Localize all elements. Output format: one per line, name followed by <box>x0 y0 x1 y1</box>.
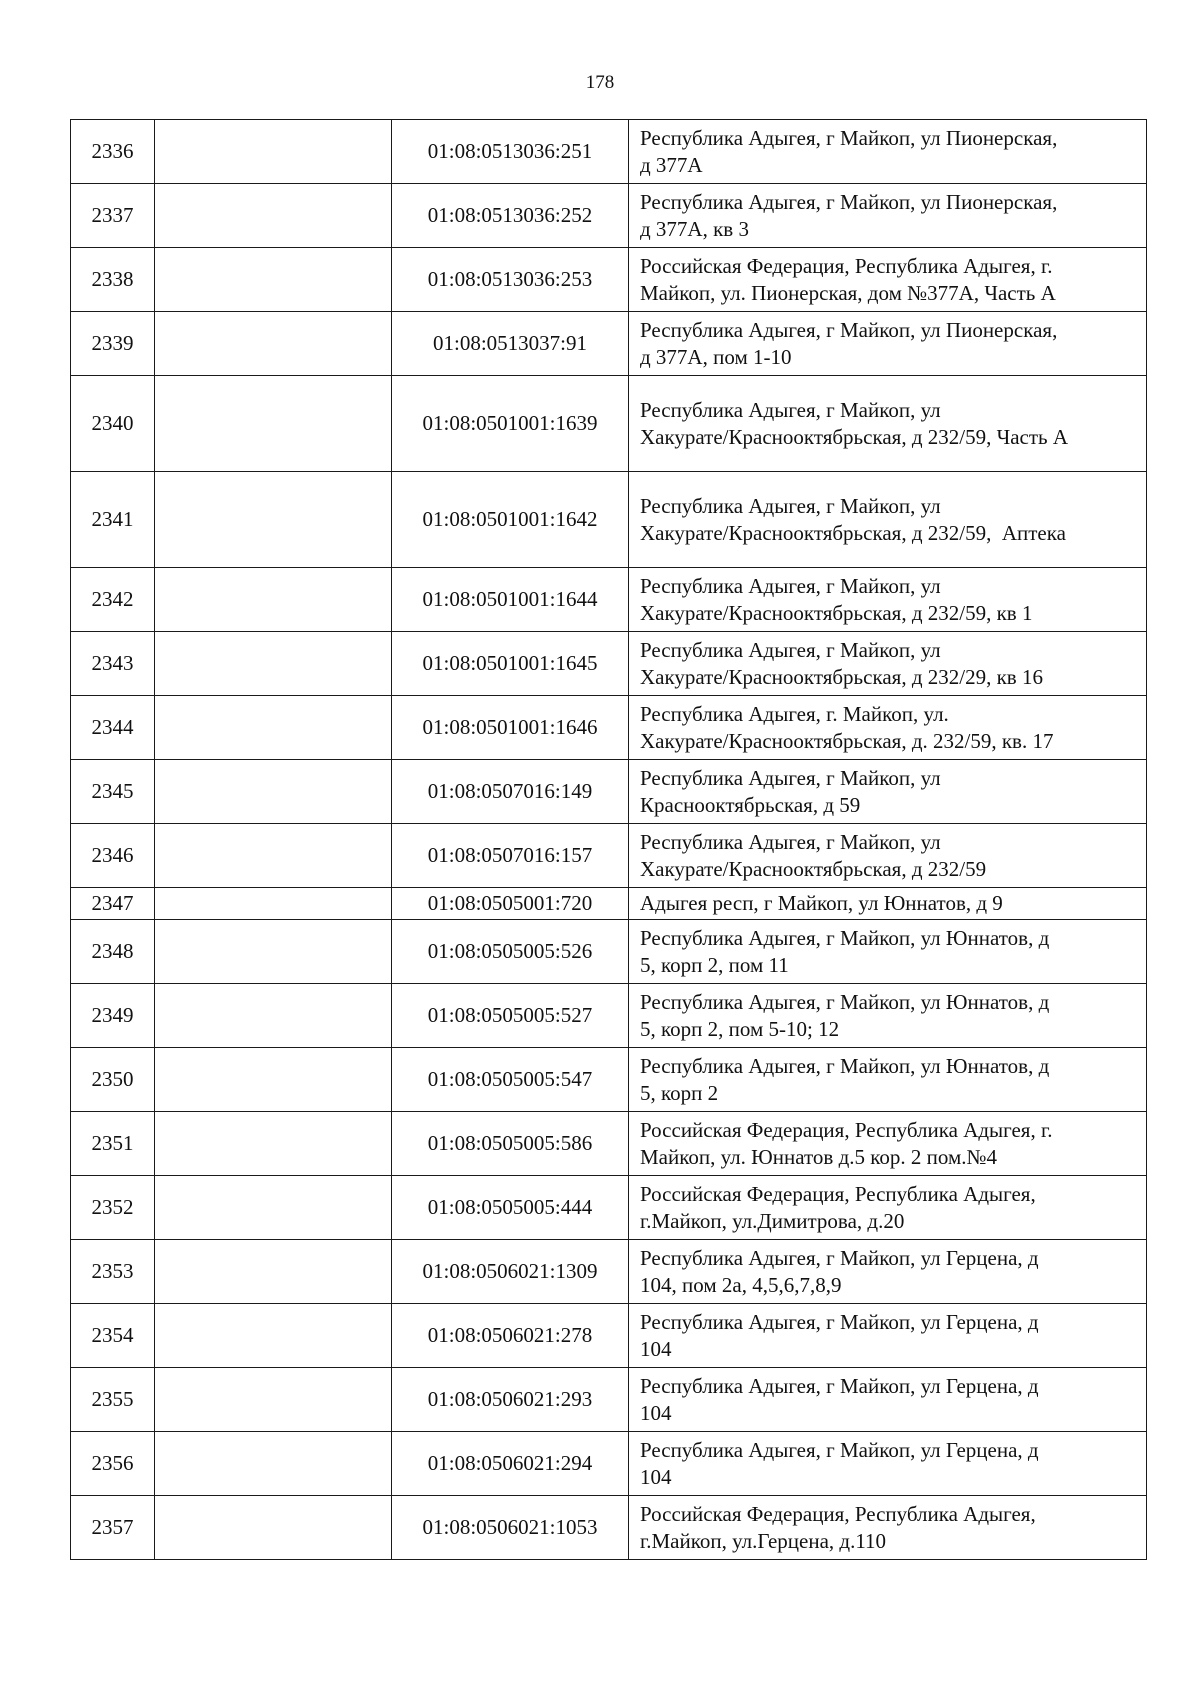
address: Республика Адыгея, г Майкоп, ул Пионерская, д 377А, кв 3 <box>629 184 1147 248</box>
address: Республика Адыгея, г Майкоп, ул Хакурате/Краснооктябрьская, д 232/59 <box>629 824 1147 888</box>
cadastral-number: 01:08:0506021:294 <box>392 1432 629 1496</box>
row-number: 2352 <box>71 1176 155 1240</box>
row-number: 2340 <box>71 376 155 472</box>
cadastral-number: 01:08:0501001:1645 <box>392 632 629 696</box>
cadastral-number: 01:08:0501001:1644 <box>392 568 629 632</box>
empty-cell <box>155 120 392 184</box>
table-row <box>71 1304 1147 1368</box>
row-number: 2355 <box>71 1368 155 1432</box>
empty-cell <box>155 696 392 760</box>
row-number: 2343 <box>71 632 155 696</box>
address: Республика Адыгея, г Майкоп, ул Краснооктябрьская, д 59 <box>629 760 1147 824</box>
row-number: 2349 <box>71 984 155 1048</box>
empty-cell <box>155 472 392 568</box>
row-number: 2339 <box>71 312 155 376</box>
row-number: 2345 <box>71 760 155 824</box>
empty-cell <box>155 760 392 824</box>
row-number: 2342 <box>71 568 155 632</box>
cadastral-number: 01:08:0505005:444 <box>392 1176 629 1240</box>
address: Республика Адыгея, г Майкоп, ул Хакурате/Краснооктябрьская, д 232/59, Аптека <box>629 472 1147 568</box>
cadastral-number: 01:08:0501001:1642 <box>392 472 629 568</box>
address: Республика Адыгея, г Майкоп, ул Герцена, д 104 <box>629 1304 1147 1368</box>
empty-cell <box>155 888 392 920</box>
registry-table <box>70 119 1147 1560</box>
empty-cell <box>155 1432 392 1496</box>
table-row <box>71 184 1147 248</box>
empty-cell <box>155 1496 392 1560</box>
address: Республика Адыгея, г Майкоп, ул Хакурате/Краснооктябрьская, д 232/59, Часть А <box>629 376 1147 472</box>
table-row <box>71 760 1147 824</box>
address: Российская Федерация, Республика Адыгея, г.Майкоп, ул.Герцена, д.110 <box>629 1496 1147 1560</box>
cadastral-number: 01:08:0505005:526 <box>392 920 629 984</box>
table-row <box>71 824 1147 888</box>
table-row <box>71 1496 1147 1560</box>
table-row <box>71 472 1147 568</box>
empty-cell <box>155 312 392 376</box>
cadastral-number: 01:08:0506021:1053 <box>392 1496 629 1560</box>
row-number: 2347 <box>71 888 155 920</box>
address: Российская Федерация, Республика Адыгея, г. Майкоп, ул. Юннатов д.5 кор. 2 пом.№4 <box>629 1112 1147 1176</box>
empty-cell <box>155 824 392 888</box>
table-row <box>71 120 1147 184</box>
cadastral-number: 01:08:0501001:1646 <box>392 696 629 760</box>
row-number: 2344 <box>71 696 155 760</box>
empty-cell <box>155 920 392 984</box>
table-row <box>71 632 1147 696</box>
cadastral-number: 01:08:0506021:1309 <box>392 1240 629 1304</box>
address: Республика Адыгея, г Майкоп, ул Герцена, д 104 <box>629 1368 1147 1432</box>
row-number: 2356 <box>71 1432 155 1496</box>
empty-cell <box>155 1112 392 1176</box>
address: Республика Адыгея, г Майкоп, ул Юннатов, д 5, корп 2 <box>629 1048 1147 1112</box>
address: Республика Адыгея, г Майкоп, ул Пионерская, д 377А, пом 1-10 <box>629 312 1147 376</box>
address: Республика Адыгея, г Майкоп, ул Юннатов, д 5, корп 2, пом 5-10; 12 <box>629 984 1147 1048</box>
address: Адыгея респ, г Майкоп, ул Юннатов, д 9 <box>629 888 1147 920</box>
row-number: 2346 <box>71 824 155 888</box>
empty-cell <box>155 1048 392 1112</box>
cadastral-number: 01:08:0513036:253 <box>392 248 629 312</box>
table-row <box>71 1368 1147 1432</box>
table-row <box>71 1112 1147 1176</box>
empty-cell <box>155 1240 392 1304</box>
address: Российская Федерация, Республика Адыгея, г.Майкоп, ул.Димитрова, д.20 <box>629 1176 1147 1240</box>
table-row <box>71 1048 1147 1112</box>
cadastral-number: 01:08:0513036:251 <box>392 120 629 184</box>
table-row <box>71 696 1147 760</box>
address: Республика Адыгея, г Майкоп, ул Герцена, д 104, пом 2а, 4,5,6,7,8,9 <box>629 1240 1147 1304</box>
address: Республика Адыгея, г Майкоп, ул Хакурате/Краснооктябрьская, д 232/59, кв 1 <box>629 568 1147 632</box>
table-row <box>71 568 1147 632</box>
table-row <box>71 376 1147 472</box>
address: Республика Адыгея, г Майкоп, ул Юннатов, д 5, корп 2, пом 11 <box>629 920 1147 984</box>
row-number: 2353 <box>71 1240 155 1304</box>
row-number: 2350 <box>71 1048 155 1112</box>
table-row <box>71 920 1147 984</box>
row-number: 2351 <box>71 1112 155 1176</box>
cadastral-number: 01:08:0501001:1639 <box>392 376 629 472</box>
table-row <box>71 248 1147 312</box>
empty-cell <box>155 984 392 1048</box>
cadastral-number: 01:08:0505005:586 <box>392 1112 629 1176</box>
table-row <box>71 984 1147 1048</box>
empty-cell <box>155 184 392 248</box>
empty-cell <box>155 1368 392 1432</box>
cadastral-number: 01:08:0513037:91 <box>392 312 629 376</box>
cadastral-number: 01:08:0506021:278 <box>392 1304 629 1368</box>
table-row <box>71 1176 1147 1240</box>
cadastral-number: 01:08:0505001:720 <box>392 888 629 920</box>
row-number: 2336 <box>71 120 155 184</box>
row-number: 2341 <box>71 472 155 568</box>
row-number: 2354 <box>71 1304 155 1368</box>
table-row <box>71 312 1147 376</box>
cadastral-number: 01:08:0505005:527 <box>392 984 629 1048</box>
address: Республика Адыгея, г. Майкоп, ул. Хакурате/Краснооктябрьская, д. 232/59, кв. 17 <box>629 696 1147 760</box>
row-number: 2337 <box>71 184 155 248</box>
row-number: 2357 <box>71 1496 155 1560</box>
address: Российская Федерация, Республика Адыгея, г. Майкоп, ул. Пионерская, дом №377А, Часть А <box>629 248 1147 312</box>
address: Республика Адыгея, г Майкоп, ул Хакурате/Краснооктябрьская, д 232/29, кв 16 <box>629 632 1147 696</box>
empty-cell <box>155 376 392 472</box>
cadastral-number: 01:08:0513036:252 <box>392 184 629 248</box>
table-row <box>71 1432 1147 1496</box>
empty-cell <box>155 568 392 632</box>
empty-cell <box>155 1304 392 1368</box>
cadastral-number: 01:08:0507016:149 <box>392 760 629 824</box>
empty-cell <box>155 248 392 312</box>
row-number: 2348 <box>71 920 155 984</box>
empty-cell <box>155 1176 392 1240</box>
empty-cell <box>155 632 392 696</box>
row-number: 2338 <box>71 248 155 312</box>
page-number: 178 <box>585 72 615 93</box>
table-row <box>71 888 1147 920</box>
cadastral-number: 01:08:0505005:547 <box>392 1048 629 1112</box>
address: Республика Адыгея, г Майкоп, ул Герцена, д 104 <box>629 1432 1147 1496</box>
cadastral-number: 01:08:0506021:293 <box>392 1368 629 1432</box>
registry-table-body <box>71 120 1147 1560</box>
table-row <box>71 1240 1147 1304</box>
address: Республика Адыгея, г Майкоп, ул Пионерская, д 377А <box>629 120 1147 184</box>
cadastral-number: 01:08:0507016:157 <box>392 824 629 888</box>
